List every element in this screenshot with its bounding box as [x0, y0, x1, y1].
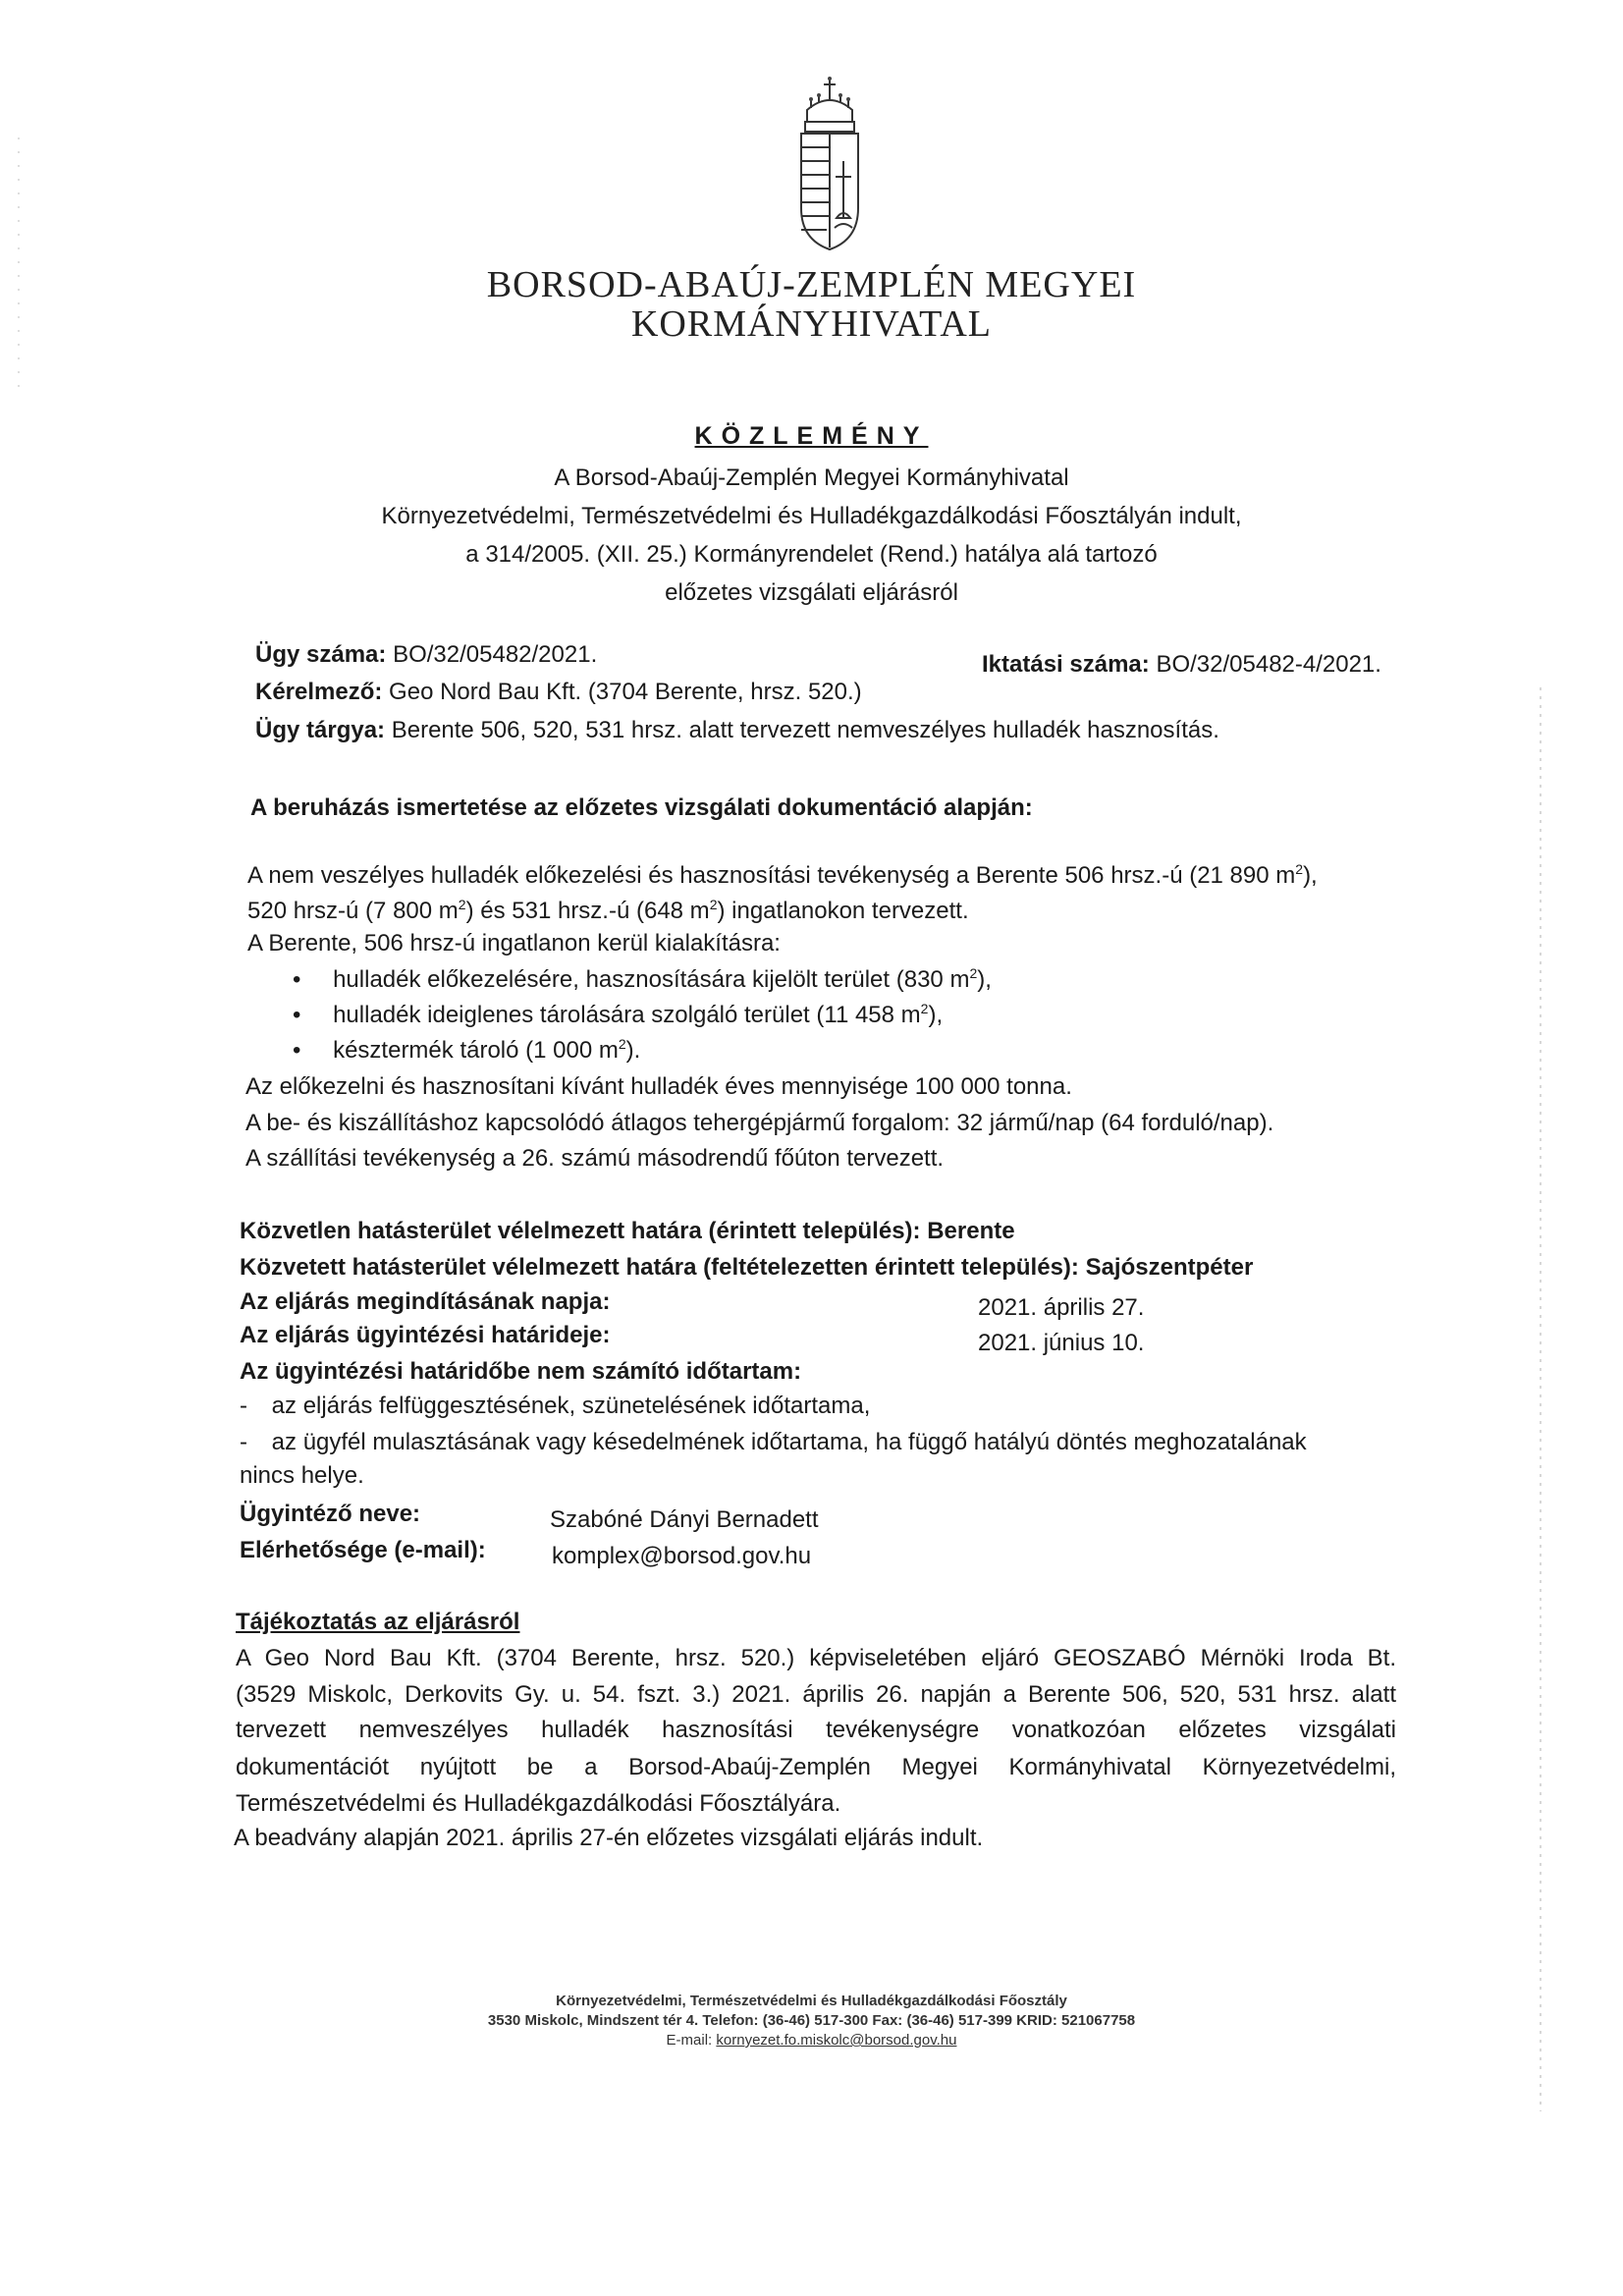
- investment-text-5: A be- és kiszállításhoz kapcsolódó átlagos tehergépjármű forgalom: 32 jármű/nap (64 forduló/nap).: [245, 1110, 1274, 1136]
- investment-heading: A beruházás ismertetése az előzetes vizsgálati dokumentáció alapján:: [250, 794, 1033, 821]
- procedure-line-1: A Geo Nord Bau Kft. (3704 Berente, hrsz. 520.) képviseletében eljáró GEOSZABÓ Mérnöki Iroda Bt.: [236, 1645, 1396, 1671]
- bullet-2: • hulladék ideiglenes tárolására szolgáló terület (11 458 $m^2$),: [293, 1001, 944, 1028]
- indirect-impact-area: Közvetett hatásterület vélelmezett határa (feltételezetten érintett település): Sajószentpéter: [240, 1254, 1254, 1281]
- page-title: KÖZLEMÉNY: [694, 422, 929, 450]
- intro-line-2: Környezetvédelmi, Természetvédelmi és Hulladékgazdálkodási Főosztályán indult,: [381, 503, 1242, 529]
- applicant: Kérelmező: Geo Nord Bau Kft. (3704 Berente, hrsz. 520.): [255, 679, 862, 705]
- excluded-item-1: - az eljárás felfüggesztésének, szünetelésének időtartama,: [240, 1393, 871, 1419]
- investment-text-4: Az előkezelni és hasznosítani kívánt hulladék éves mennyisége 100 000 tonna.: [245, 1073, 1072, 1100]
- dash-icon: -: [240, 1393, 247, 1419]
- footer-address: 3530 Miskolc, Mindszent tér 4. Telefon: (36-46) 517-300 Fax: (36-46) 517-399 KRID: 521067758: [487, 2012, 1136, 2029]
- dash-icon: -: [240, 1429, 247, 1455]
- contact-email[interactable]: komplex@borsod.gov.hu: [552, 1543, 812, 1569]
- footer: [0, 1992, 1623, 2050]
- coat-of-arms-icon: [785, 71, 874, 257]
- case-number: Ügy száma: BO/32/05482/2021.: [255, 641, 598, 668]
- bullet-icon: •: [293, 966, 301, 993]
- footer-email-line: E-mail: kornyezet.fo.miskolc@borsod.gov.hu: [666, 2032, 957, 2049]
- filing-number: Iktatási száma: BO/32/05482-4/2021.: [982, 651, 1381, 678]
- scan-artifact-right: [1540, 687, 1542, 2111]
- officer-value: Szabóné Dányi Bernadett: [550, 1506, 819, 1533]
- intro-line-4: előzetes vizsgálati eljárásról: [665, 579, 958, 606]
- bullet-icon: •: [293, 1037, 301, 1064]
- direct-impact-area: Közvetlen hatásterület vélelmezett határa (érintett település): Berente: [240, 1218, 1015, 1244]
- start-date-value: 2021. április 27.: [978, 1294, 1145, 1321]
- footer-department: Környezetvédelmi, Természetvédelmi és Hulladékgazdálkodási Főosztály: [556, 1993, 1067, 2009]
- bullet-3: • késztermék tároló (1 000 $m^2$).: [293, 1036, 641, 1064]
- case-subject: Ügy tárgya: Berente 506, 520, 531 hrsz. alatt tervezett nemveszélyes hulladék hasznosítás.: [255, 717, 1219, 743]
- excluded-item-2: - az ügyfél mulasztásának vagy késedelmének időtartama, ha függő hatályú döntés meghozatalának: [240, 1429, 1307, 1455]
- excluded-period-label: Az ügyintézési határidőbe nem számító időtartam:: [240, 1358, 802, 1385]
- footer-email-link[interactable]: kornyezet.fo.miskolc@borsod.gov.hu: [716, 2032, 957, 2049]
- deadline-value: 2021. június 10.: [978, 1330, 1145, 1356]
- agency-line-2: KORMÁNYHIVATAL: [630, 303, 993, 345]
- agency-name: [0, 263, 1623, 346]
- officer-label: Ügyintéző neve:: [240, 1501, 421, 1527]
- excluded-item-2-cont: nincs helye.: [240, 1462, 364, 1489]
- procedure-line-3: tervezett nemveszélyes hulladék hasznosítási tevékenységre vonatkozóan előzetes vizsgálati: [236, 1717, 1396, 1743]
- start-date-label: Az eljárás megindításának napja:: [240, 1288, 611, 1315]
- investment-text-3: A Berente, 506 hrsz-ú ingatlanon kerül kialakításra:: [247, 930, 781, 957]
- investment-text-1: A nem veszélyes hulladék előkezelési és hasznosítási tevékenység a Berente 506 hrsz.-ú (21 890 $m^2$),: [247, 861, 1318, 889]
- procedure-line-6: A beadvány alapján 2021. április 27-én előzetes vizsgálati eljárás indult.: [234, 1825, 984, 1851]
- agency-line-1: BORSOD-ABAÚJ-ZEMPLÉN MEGYEI: [486, 264, 1137, 305]
- bullet-1: • hulladék előkezelésére, hasznosítására kijelölt terület (830 $m^2$),: [293, 965, 992, 993]
- procedure-heading: Tájékoztatás az eljárásról: [236, 1609, 520, 1635]
- deadline-label: Az eljárás ügyintézési határideje:: [240, 1322, 611, 1348]
- bullet-icon: •: [293, 1002, 301, 1028]
- contact-label: Elérhetősége (e-mail):: [240, 1537, 486, 1563]
- procedure-line-2: (3529 Miskolc, Derkovits Gy. u. 54. fszt. 3.) 2021. április 26. napján a Berente 506, 520, 531 hrsz. alatt: [236, 1681, 1396, 1708]
- intro-line-3: a 314/2005. (XII. 25.) Kormányrendelet (Rend.) hatálya alá tartozó: [465, 541, 1158, 568]
- procedure-line-5: Természetvédelmi és Hulladékgazdálkodási Főosztályára.: [236, 1790, 841, 1817]
- investment-text-2: 520 hrsz-ú (7 800 $m^2$) és 531 hrsz.-ú (648 $m^2$) ingatlanokon tervezett.: [247, 897, 969, 924]
- procedure-line-4: dokumentációt nyújtott be a Borsod-Abaúj-Zemplén Megyei Kormányhivatal Környezetvédelmi,: [236, 1754, 1396, 1780]
- intro-line-1: A Borsod-Abaúj-Zemplén Megyei Kormányhivatal: [554, 465, 1069, 491]
- investment-text-6: A szállítási tevékenység a 26. számú másodrendű főúton tervezett.: [245, 1145, 945, 1172]
